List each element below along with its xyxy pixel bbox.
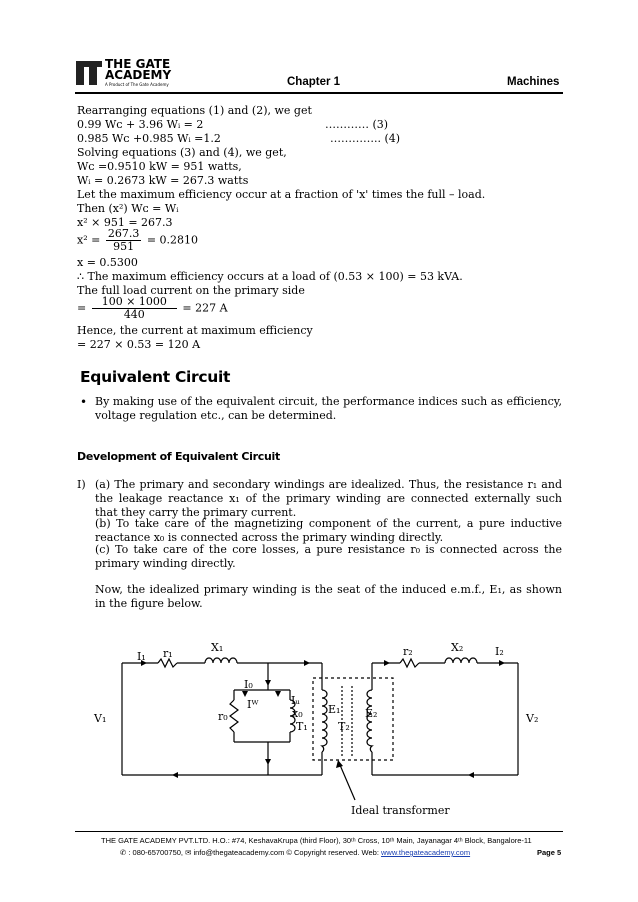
primary-winding — [322, 690, 327, 752]
text-line: Rearranging equations (1) and (2), we get — [77, 104, 312, 117]
label-r1: r₁ — [163, 647, 173, 660]
denominator: 440 — [123, 308, 145, 321]
r2-resistor — [400, 659, 419, 667]
label-T1: T₁ — [296, 720, 308, 733]
text-line: Hence, the current at maximum efficiency — [77, 324, 313, 337]
secondary-winding — [367, 690, 372, 752]
paragraph-a: (a) The primary and secondary windings are idealized. Thus, the resistance r₁ and the leakage reactance x₁ of the primary winding are connected externally such that they carry the primary current. — [95, 478, 562, 519]
footer-contact — [120, 848, 470, 857]
label-Iu: Iᵤ — [291, 694, 300, 707]
logo-line1: THE GATE — [105, 57, 171, 71]
r0-resistor — [230, 700, 238, 732]
bullet-text: By making use of the equivalent circuit, the performance indices such as efficiency, voltage regulation etc., can be determined. — [95, 395, 562, 422]
label-r0: r₀ — [218, 710, 228, 723]
equation-3: 0.99 Wᴄ + 3.96 Wᵢ = 2 — [77, 118, 204, 131]
label-E1: E₁ — [328, 703, 341, 716]
figure-caption: Ideal transformer — [351, 804, 450, 817]
text-line: ∴ The maximum efficiency occurs at a load of (0.53 × 100) = 53 kVA. — [77, 270, 463, 283]
eq-post: = 227 A — [182, 301, 228, 315]
page-number: Page 5 — [537, 848, 562, 857]
label-I1: I₁ — [137, 650, 146, 663]
label-V2: V₂ — [526, 712, 539, 725]
text-line: x = 0.5300 — [77, 256, 138, 269]
logo-tagline: A Product of The Gate Academy — [105, 82, 169, 87]
subject-label: Machines — [507, 76, 560, 88]
logo-line2: ACADEMY — [105, 68, 172, 82]
equation-4-ref: ………….. (4) — [330, 132, 401, 145]
text-line: Let the maximum efficiency occur at a fraction of 'x' times the full – load. — [77, 188, 486, 201]
text-line: Then (x²) Wᴄ = Wᵢ — [77, 202, 179, 215]
label-V1: V₁ — [94, 712, 107, 725]
bullet-icon: • — [80, 395, 88, 409]
paragraph-c: (c) To take care of the core losses, a pure resistance r₀ is connected across the primary winding directly. — [95, 543, 562, 570]
paragraph-b: (b) To take care of the magnetizing component of the current, a pure inductive reactance x₀ is connected across the primary winding directly. — [95, 517, 562, 544]
text-line: Wᵢ = 0.2673 kW = 267.3 watts — [77, 174, 249, 187]
label-T2: T₂ — [338, 720, 350, 733]
footer-address: THE GATE ACADEMY PVT.LTD. H.O.: #74, KeshavaKrupa (third Floor), 30ᵗʰ Cross, 10ᵗʰ Main, Jayanagar 4ᵗʰ Block, Bangalore-11 — [101, 836, 532, 845]
numerator: 267.3 — [107, 227, 140, 240]
chapter-label: Chapter 1 — [287, 76, 341, 88]
x1-inductor — [205, 658, 237, 663]
item-number: I) — [77, 478, 86, 491]
label-I0: I₀ — [244, 678, 253, 691]
text-line: Wᴄ =0.9510 kW = 951 watts, — [77, 160, 242, 173]
label-X1: X₁ — [211, 641, 224, 654]
label-X2: X₂ — [451, 641, 464, 654]
footer-rule — [75, 831, 563, 832]
eq-pre: = — [77, 301, 87, 315]
label-r2: r₂ — [403, 645, 413, 658]
r1-resistor — [158, 659, 177, 667]
phone-icon-text: ✆ : 080-65700750, — [120, 848, 183, 857]
eq-pre: x² = — [77, 233, 101, 247]
section-title: Equivalent Circuit — [80, 368, 231, 386]
numerator: 100 × 1000 — [92, 296, 177, 309]
paragraph-d: Now, the idealized primary winding is the seat of the induced e.m.f., E₁, as shown in the figure below. — [95, 583, 562, 610]
denominator: 951 — [113, 240, 135, 253]
label-E2: E₂ — [365, 707, 378, 720]
email-text: ✉ info@thegateacademy.com © Copyright reserved. Web: — [185, 848, 379, 857]
label-x0: x₀ — [292, 707, 303, 720]
text-line: x² × 951 = 267.3 — [77, 216, 173, 229]
text-line: = 227 × 0.53 = 120 A — [77, 338, 201, 351]
text-line: The full load current on the primary side — [77, 284, 305, 297]
text-line: Solving equations (3) and (4), we get, — [77, 146, 287, 159]
website-link[interactable]: www.thegateacademy.com — [381, 848, 471, 857]
equation-4: 0.985 Wᴄ +0.985 Wᵢ =1.2 — [77, 132, 221, 145]
label-IW: Iᵂ — [247, 698, 259, 711]
x2-inductor — [445, 658, 477, 663]
eq-post: = 0.2810 — [146, 233, 199, 247]
subsection-title: Development of Equivalent Circuit — [77, 450, 280, 463]
equation-3-ref: ………… (3) — [325, 118, 389, 131]
label-I2: I₂ — [495, 645, 504, 658]
